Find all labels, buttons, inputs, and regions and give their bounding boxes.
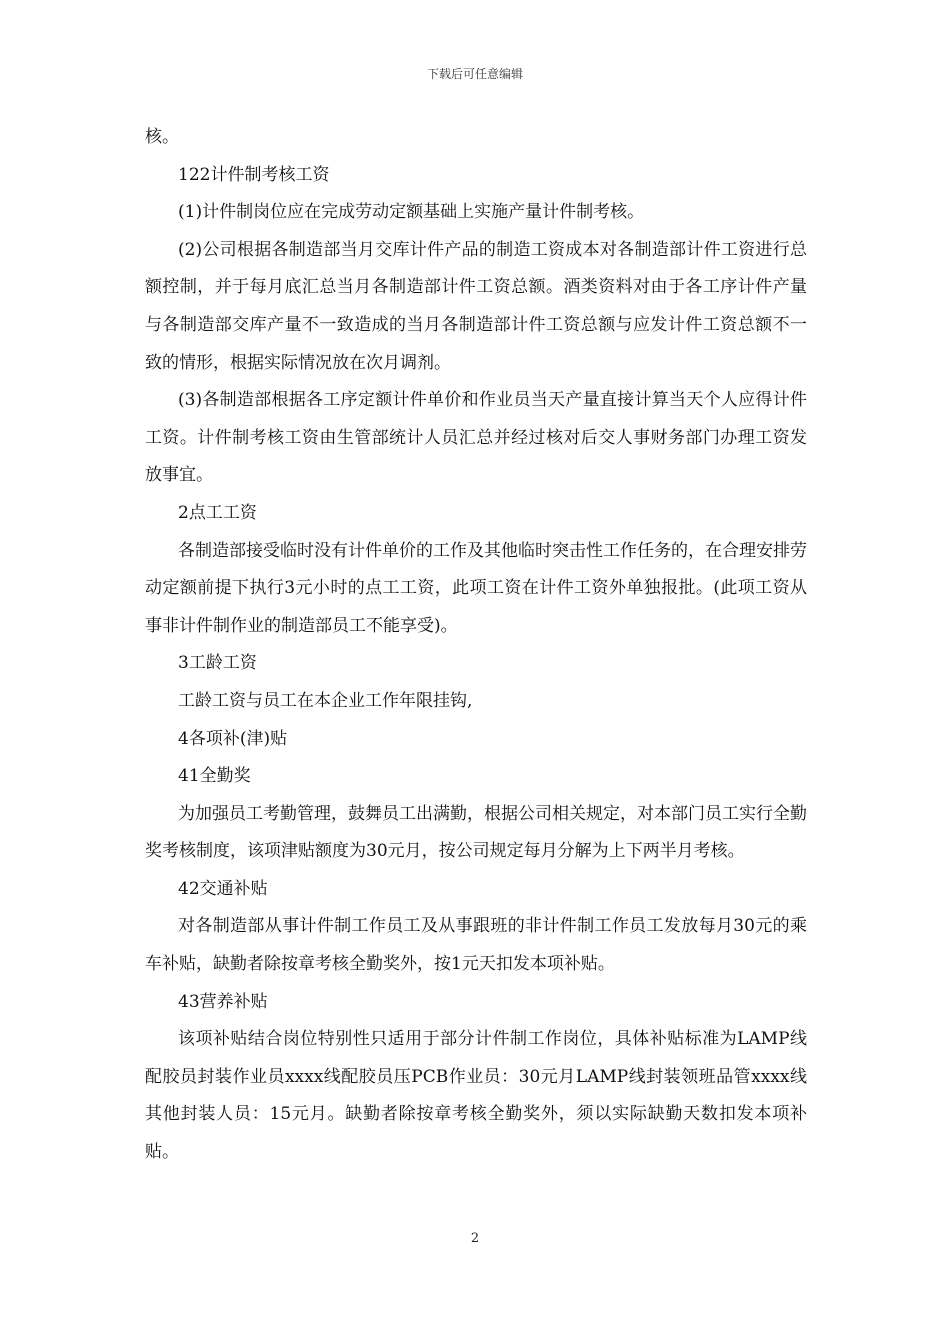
- section-heading-attendance-bonus: 41全勤奖: [178, 766, 251, 787]
- paragraph-transport-allowance: 对各制造部从事计件制工作员工及从事跟班的非计件制工作员工发放每月30元的乘车补贴，缺勤者除按章考核全勤奖外，按1元天扣发本项补贴。: [145, 916, 807, 975]
- document-body: [145, 119, 807, 1172]
- paragraph-nutrition-allowance: 该项补贴结合岗位特别性只适用于部分计件制工作岗位，具体补贴标准为LAMP线配胶员封装作业员xxxx线配胶员压PCB作业员：30元月LAMP线封装领班品管xxxx线其他封装人员：15元月。缺勤者除按章考核全勤奖外，须以实际缺勤天数扣发本项补贴。: [145, 1029, 807, 1163]
- paragraph-item-2: (2)公司根据各制造部当月交库计件产品的制造工资成本对各制造部计件工资进行总额控制，并于每月底汇总当月各制造部计件工资总额。酒类资料对由于各工序计件产量与各制造部交库产量不一致造成的当月各制造部计件工资总额与应发计件工资总额不一致的情形，根据实际情况放在次月调剂。: [145, 239, 807, 373]
- section-heading-piecework-wage: 122计件制考核工资: [178, 164, 330, 185]
- paragraph-hourly-wage: 各制造部接受临时没有计件单价的工作及其他临时突击性工作任务的，在合理安排劳动定额前提下执行3元小时的点工工资，此项工资在计件工资外单独报批。(此项工资从事非计件制作业的制造部员工不能享受)。: [145, 540, 807, 636]
- paragraph-item-3: (3)各制造部根据各工序定额计件单价和作业员当天产量直接计算当天个人应得计件工资。计件制考核工资由生管部统计人员汇总并经过核对后交人事财务部门办理工资发放事宜。: [145, 390, 807, 486]
- paragraph-seniority-wage: 工龄工资与员工在本企业工作年限挂钩,: [178, 690, 473, 711]
- paragraph-item-1: (1)计件制岗位应在完成劳动定额基础上实施产量计件制考核。: [178, 202, 645, 223]
- section-heading-transport-allowance: 42交通补贴: [178, 878, 268, 899]
- section-heading-hourly-wage: 2点工工资: [178, 502, 257, 523]
- page-header: 下载后可任意编辑: [426, 67, 523, 81]
- section-heading-seniority-wage: 3工龄工资: [178, 653, 257, 674]
- section-heading-allowances: 4各项补(津)贴: [178, 728, 288, 749]
- paragraph-continuation: 核。: [145, 127, 179, 147]
- paragraph-attendance-bonus: 为加强员工考勤管理，鼓舞员工出满勤，根据公司相关规定，对本部门员工实行全勤奖考核制度，该项津贴额度为30元月，按公司规定每月分解为上下两半月考核。: [145, 803, 807, 862]
- section-heading-nutrition-allowance: 43营养补贴: [178, 991, 268, 1012]
- page-number: 2: [470, 1231, 480, 1246]
